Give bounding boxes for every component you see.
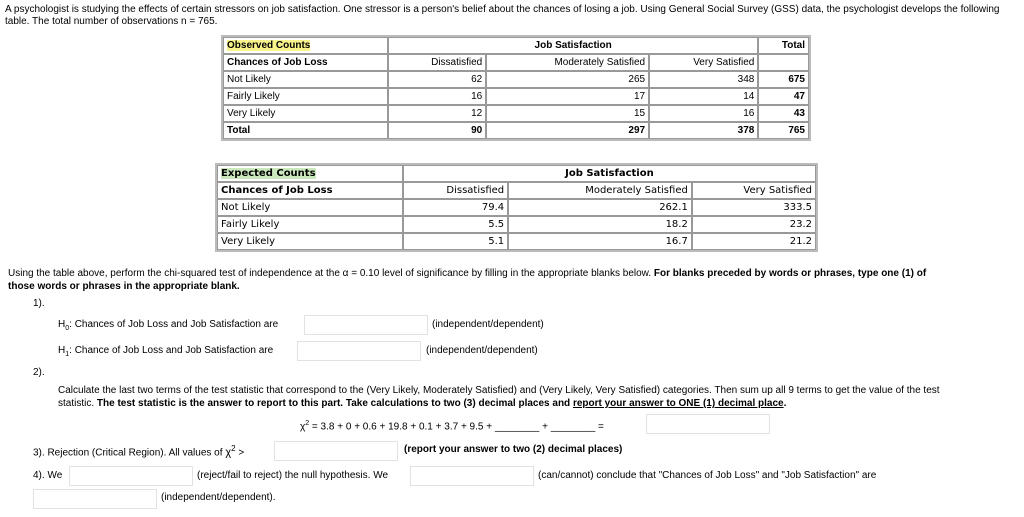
h1-hint: (independent/dependent): [426, 345, 538, 356]
cell-value: 14: [649, 88, 758, 105]
cell-value: 23.2: [692, 216, 816, 233]
cell-value: 12: [388, 105, 486, 122]
observed-col-header: Dissatisfied: [388, 54, 486, 71]
observed-total-header: Total: [758, 37, 809, 54]
expected-group-header: Job Satisfaction: [403, 165, 816, 182]
row-label: Not Likely: [217, 199, 403, 216]
row-label: Fairly Likely: [223, 88, 388, 105]
grand-total: 765: [758, 122, 809, 139]
h1-label: H: [58, 345, 66, 356]
cell-value: 62: [388, 71, 486, 88]
cell-value: 378: [649, 122, 758, 139]
row-total: 675: [758, 71, 809, 88]
q1-number: 1).: [33, 298, 45, 309]
observed-title: Observed Counts: [227, 40, 311, 51]
q3-gt: >: [235, 447, 245, 459]
h0-text: : Chances of Job Loss and Job Satisfaction are: [69, 319, 279, 330]
q2-text-end: .: [783, 398, 787, 409]
q3-chi: χ: [225, 446, 232, 459]
expected-col-header: Dissatisfied: [403, 182, 508, 199]
q2-text-line1: Calculate the last two terms of the test statistic that correspond to the (Very Likely, Moderately Satisfied) and (Very Likely, Very Satisfied) categories. Then sum up all 9 terms to get the value of the test: [58, 385, 940, 396]
row-label: Very Likely: [217, 233, 403, 250]
cell-value: 262.1: [508, 199, 692, 216]
chi-square-formula: [300, 420, 604, 432]
row-total: 43: [758, 105, 809, 122]
observed-group-header: Job Satisfaction: [388, 37, 758, 54]
expected-counts-table: [215, 163, 818, 252]
observed-title-cell: [223, 37, 388, 54]
observed-empty-cell: [758, 54, 809, 71]
equals-sign: =: [595, 421, 604, 433]
row-label: Very Likely: [223, 105, 388, 122]
row-label: Fairly Likely: [217, 216, 403, 233]
h0-answer-input[interactable]: [304, 315, 428, 335]
conclusion-input[interactable]: [410, 466, 534, 486]
q3-sq: 2: [231, 444, 236, 453]
cell-value: 5.1: [403, 233, 508, 250]
h0-statement: [58, 319, 278, 332]
table-row: [217, 199, 816, 216]
cell-value: 348: [649, 71, 758, 88]
expected-col-header: Moderately Satisfied: [508, 182, 692, 199]
row-label: Total: [223, 122, 388, 139]
q4-dep-hint: (independent/dependent).: [161, 492, 276, 503]
cell-value: 17: [486, 88, 649, 105]
table-row: [223, 88, 809, 105]
formula-text: = 3.8 + 0 + 0.6 + 19.8 + 0.1 + 3.7 + 9.5 +: [309, 421, 495, 433]
reject-decision-input[interactable]: [69, 466, 193, 486]
q2-text-plain: statistic.: [58, 398, 97, 409]
row-label: Not Likely: [223, 71, 388, 88]
q3-text: 3). Rejection (Critical Region). All values of: [33, 447, 226, 459]
q2-text-bold: The test statistic is the answer to report to this part. Take calculations to two (3) decimal places and: [96, 398, 573, 409]
expected-col-header: Very Satisfied: [692, 182, 816, 199]
table-row-total: [223, 122, 809, 139]
cell-value: 21.2: [692, 233, 816, 250]
q4-can-hint: (can/cannot) conclude that "Chances of Job Loss" and "Job Satisfaction" are: [538, 470, 877, 481]
q3-hint: (report your answer to two (2) decimal places): [404, 444, 623, 455]
row-total: 47: [758, 88, 809, 105]
instructions-bold-line2: those words or phrases in the appropriate blank.: [8, 281, 240, 292]
observed-col-header: Moderately Satisfied: [486, 54, 649, 71]
cell-value: 16: [649, 105, 758, 122]
critical-value-input[interactable]: [274, 441, 398, 461]
h0-hint: (independent/dependent): [432, 319, 544, 330]
h1-answer-input[interactable]: [297, 341, 421, 361]
cell-value: 265: [486, 71, 649, 88]
cell-value: 5.5: [403, 216, 508, 233]
cell-value: 90: [388, 122, 486, 139]
q4-reject-hint: (reject/fail to reject) the null hypothesis. We: [197, 470, 389, 481]
cell-value: 297: [486, 122, 649, 139]
q4-we: 4). We: [33, 470, 63, 481]
instructions-bold: For blanks preceded by words or phrases, type one (1) of: [653, 268, 927, 279]
h1-text: : Chance of Job Loss and Job Satisfaction are: [69, 345, 274, 356]
h1-sub: 1: [65, 351, 70, 358]
relationship-input[interactable]: [33, 489, 157, 509]
q3-statement: [33, 444, 244, 458]
blank-1: ________: [494, 421, 540, 433]
table-row: [217, 233, 816, 250]
q2-text-underline: report your answer to ONE (1) decimal place: [572, 398, 784, 409]
h0-sub: 0: [65, 325, 70, 332]
problem-intro: A psychologist is studying the effects of certain stressors on job satisfaction. One stressor is a person's belief about the chances of losing a job. Using General Social Survey (GSS) data, the psychologist develops the following table. The total number of observations n = 765.: [5, 4, 1000, 27]
expected-row-header: Chances of Job Loss: [217, 182, 403, 199]
blank-2: ________: [550, 421, 596, 433]
cell-value: 18.2: [508, 216, 692, 233]
observed-col-header: Very Satisfied: [649, 54, 758, 71]
h0-label: H: [58, 319, 66, 330]
cell-value: 16: [388, 88, 486, 105]
h1-statement: [58, 345, 273, 358]
expected-title: Expected Counts: [221, 168, 316, 179]
q2-number: 2).: [33, 367, 45, 378]
instructions-plain: Using the table above, perform the chi-squared test of independence at the α = 0.10 level of significance by filling in the appropriate blanks below.: [8, 268, 654, 279]
plus-sign: +: [539, 421, 551, 433]
table-row: [223, 105, 809, 122]
cell-value: 79.4: [403, 199, 508, 216]
chi-symbol: χ: [300, 421, 306, 433]
table-row: [223, 71, 809, 88]
cell-value: 15: [486, 105, 649, 122]
q2-text: [58, 384, 940, 410]
cell-value: 333.5: [692, 199, 816, 216]
observed-row-header: Chances of Job Loss: [223, 54, 388, 71]
instructions: [8, 267, 1018, 293]
table-row: [217, 216, 816, 233]
observed-counts-table: [221, 35, 811, 141]
cell-value: 16.7: [508, 233, 692, 250]
expected-title-cell: [217, 165, 403, 182]
chi-sq: 2: [305, 420, 310, 427]
test-statistic-input[interactable]: [646, 414, 770, 434]
